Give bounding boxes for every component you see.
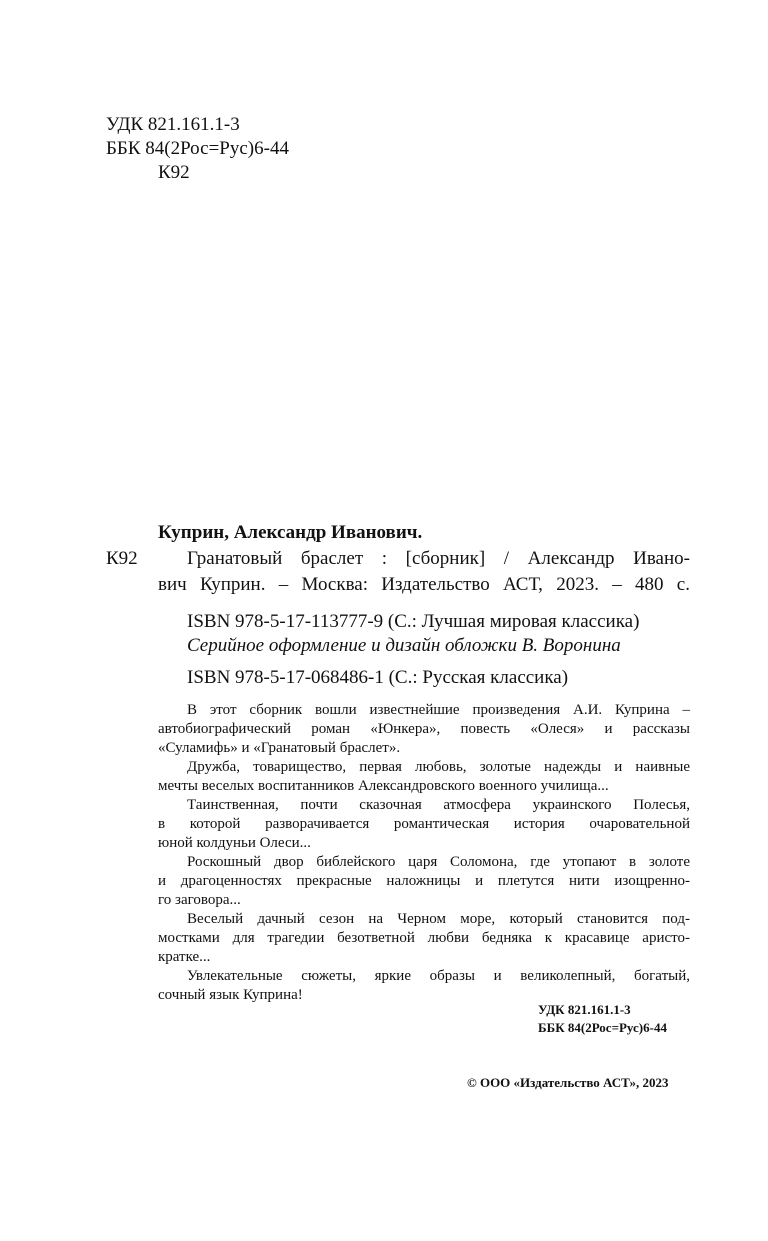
annotation-line: Веселый дачный сезон на Черном море, который становится под- [187, 911, 690, 927]
bottom-bbk-code: ББК 84(2Рос=Рус)6-44 [538, 1020, 667, 1035]
bbk-code: ББК 84(2Рос=Рус)6-44 [106, 138, 289, 159]
bottom-udk-code: УДК 821.161.1-3 [538, 1002, 631, 1017]
annotation-line: Таинственная, почти сказочная атмосфера украинского Полесья, [187, 797, 690, 813]
annotation-line: Дружба, товарищество, первая любовь, золотые надежды и наивные [187, 759, 690, 775]
title-line-2: вич Куприн. – Москва: Издательство АСТ, 2023. – 480 с. [158, 574, 690, 595]
isbn-1: ISBN 978-5-17-113777-9 (С.: Лучшая мировая классика) [187, 611, 640, 632]
author-mark: К92 [158, 162, 190, 183]
catalog-author-mark: К92 [106, 548, 138, 569]
copyright-notice: © ООО «Издательство АСТ», 2023 [467, 1075, 669, 1090]
annotation-line: го заговора... [158, 892, 241, 908]
annotation-line: юной колдуньи Олеси... [158, 835, 311, 851]
isbn-2: ISBN 978-5-17-068486-1 (С.: Русская классика) [187, 667, 569, 688]
annotation-line: в которой разворачивается романтическая история очаровательной [158, 816, 690, 832]
udk-code: УДК 821.161.1-3 [106, 114, 240, 135]
annotation-line: сочный язык Куприна! [158, 987, 303, 1003]
annotation-line: и драгоценностях прекрасные наложницы и плетутся нити изощренно- [158, 873, 690, 889]
annotation-line: мостками для трагедии безответной любви бедняка к красавице аристо- [158, 930, 690, 946]
series-design: Серийное оформление и дизайн обложки В. Воронина [187, 635, 621, 656]
annotation-line: кратке... [158, 949, 211, 965]
title-line-1: Гранатовый браслет : [сборник] / Александр Ивано- [187, 548, 690, 569]
annotation-line: «Суламифь» и «Гранатовый браслет». [158, 740, 401, 756]
author-heading: Куприн, Александр Иванович. [158, 522, 423, 543]
annotation-line: В этот сборник вошли известнейшие произведения А.И. Куприна – [187, 702, 690, 718]
annotation-line: автобиографический роман «Юнкера», повесть «Олеся» и рассказы [158, 721, 690, 737]
annotation-line: Увлекательные сюжеты, яркие образы и великолепный, богатый, [187, 968, 690, 984]
annotation-line: мечты веселых воспитанников Александровского военного училища... [158, 778, 609, 794]
annotation-line: Роскошный двор библейского царя Соломона, где утопают в золоте [187, 854, 690, 870]
